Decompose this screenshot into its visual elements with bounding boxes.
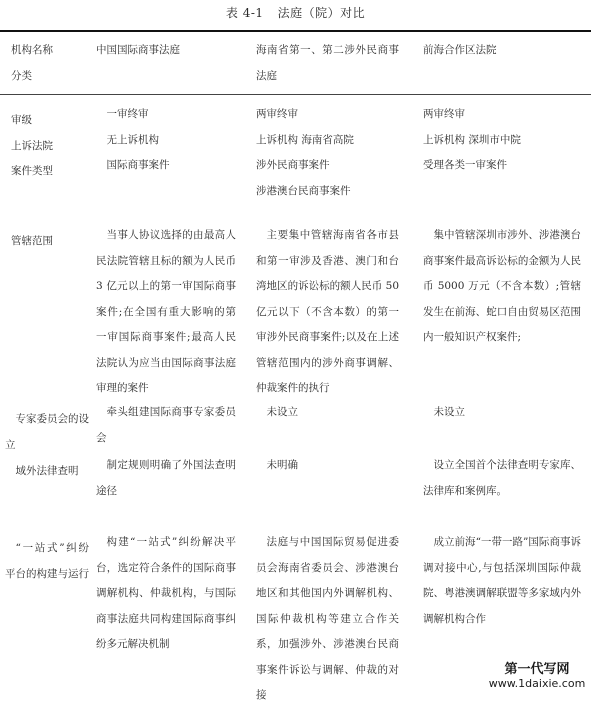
row-jurisdiction-qianhai: 集中管辖深圳市涉外、涉港澳台商事案件最高诉讼标的金额为人民币 5000 万元（不含本数）;管辖发生在前海、蛇口自由贸易区范围内一般知识产权案件; — [423, 229, 581, 343]
label-case-type: 案件类型 — [11, 165, 53, 177]
row-foreign-law-cicc: 制定规则明确了外国法查明途径 — [96, 459, 236, 497]
hainan-case-type-1: 涉外民商事案件 — [256, 159, 330, 171]
watermark-url: www.1daixie.com — [488, 677, 586, 690]
row-committee-label: 专家委员会的设立 — [5, 413, 89, 451]
row-one-stop-qianhai: 成立前海“一带一路”国际商事诉调对接中心,与包括深圳国际仲裁院、粤港澳调解联盟等多家域内外调解机构合作 — [423, 536, 581, 625]
row-committee-cicc: 牵头组建国际商事专家委员会 — [96, 406, 236, 444]
qianhai-trial-level: 两审终审 — [423, 108, 465, 120]
header-rule — [0, 94, 591, 95]
table-caption — [0, 4, 591, 21]
hainan-trial-level: 两审终审 — [256, 108, 298, 120]
header-institution-label: 机构名称 — [11, 44, 53, 56]
row-jurisdiction-label: 管辖范围 — [11, 235, 53, 247]
row-one-stop-label: “一站式”纠纷平台的构建与运行 — [5, 542, 89, 580]
label-appeal-court: 上诉法院 — [11, 139, 53, 152]
row-jurisdiction-hainan: 主要集中管辖海南省各市县和第一审涉及香港、澳门和台湾地区的诉讼标的额人民币 50 亿元以下（不含本数）的第一审涉外民商事案件;以及在上述管辖范围内的涉外商事调解、仲裁案件的执行 — [256, 229, 399, 394]
row-committee-hainan: 未设立 — [266, 406, 298, 418]
qianhai-appeal: 上诉机构 深圳市中院 — [423, 133, 521, 146]
row-jurisdiction-cicc: 当事人协议选择的由最高人民法院管辖且标的额为人民币 3 亿元以上的第一审国际商事案件;在全国有重大影响的第一审国际商事案件;最高人民法院认为应当由国际商事法庭审理的案件 — [96, 229, 236, 394]
header-category-label: 分类 — [11, 69, 32, 82]
label-trial-level: 审级 — [11, 114, 32, 126]
hainan-case-type-2: 涉港澳台民商事案件 — [256, 184, 351, 197]
header-cicc: 中国国际商事法庭 — [96, 44, 180, 56]
watermark-name: 第一代写网 — [504, 662, 570, 677]
row-trial-hainan — [256, 102, 399, 204]
qianhai-case-type: 受理各类一审案件 — [423, 159, 507, 171]
header-category-cell — [11, 38, 89, 89]
cicc-trial-level: 一审终审 — [106, 108, 149, 120]
header-qianhai-court: 前海合作区法院 — [423, 44, 497, 56]
row-foreign-law-hainan: 未明确 — [266, 459, 298, 471]
table-number: 表 4-1 — [225, 6, 264, 20]
table-title: 法庭（院）对比 — [277, 6, 366, 20]
row-one-stop-cicc: 构建“一站式”纠纷解决平台，选定符合条件的国际商事调解机构、仲裁机构，与国际商事法庭共同构建国际商事纠纷多元解决机制 — [96, 536, 236, 650]
hainan-appeal: 上诉机构 海南省高院 — [256, 133, 354, 146]
site-watermark — [487, 663, 587, 691]
row-trial-qianhai — [423, 102, 581, 179]
row-one-stop-hainan: 法庭与中国国际贸易促进委员会海南省委员会、涉港澳台地区和其他国内外调解机构、国际仲裁机构等建立合作关系，加强涉外、涉港澳台民商事案件诉讼与调解、仲裁的对接 — [256, 536, 399, 701]
cicc-appeal: 无上诉机构 — [106, 133, 159, 146]
row-foreign-law-label: 域外法律查明 — [15, 465, 79, 477]
cicc-case-type: 国际商事案件 — [106, 159, 170, 171]
row-trial-label — [11, 108, 89, 185]
row-trial-cicc — [96, 102, 236, 179]
row-foreign-law-qianhai: 设立全国首个法律查明专家库、法律库和案例库。 — [423, 459, 581, 497]
top-rule — [0, 30, 591, 32]
header-hainan-court: 海南省第一、第二涉外民商事法庭 — [256, 44, 399, 82]
row-committee-qianhai: 未设立 — [433, 406, 465, 418]
